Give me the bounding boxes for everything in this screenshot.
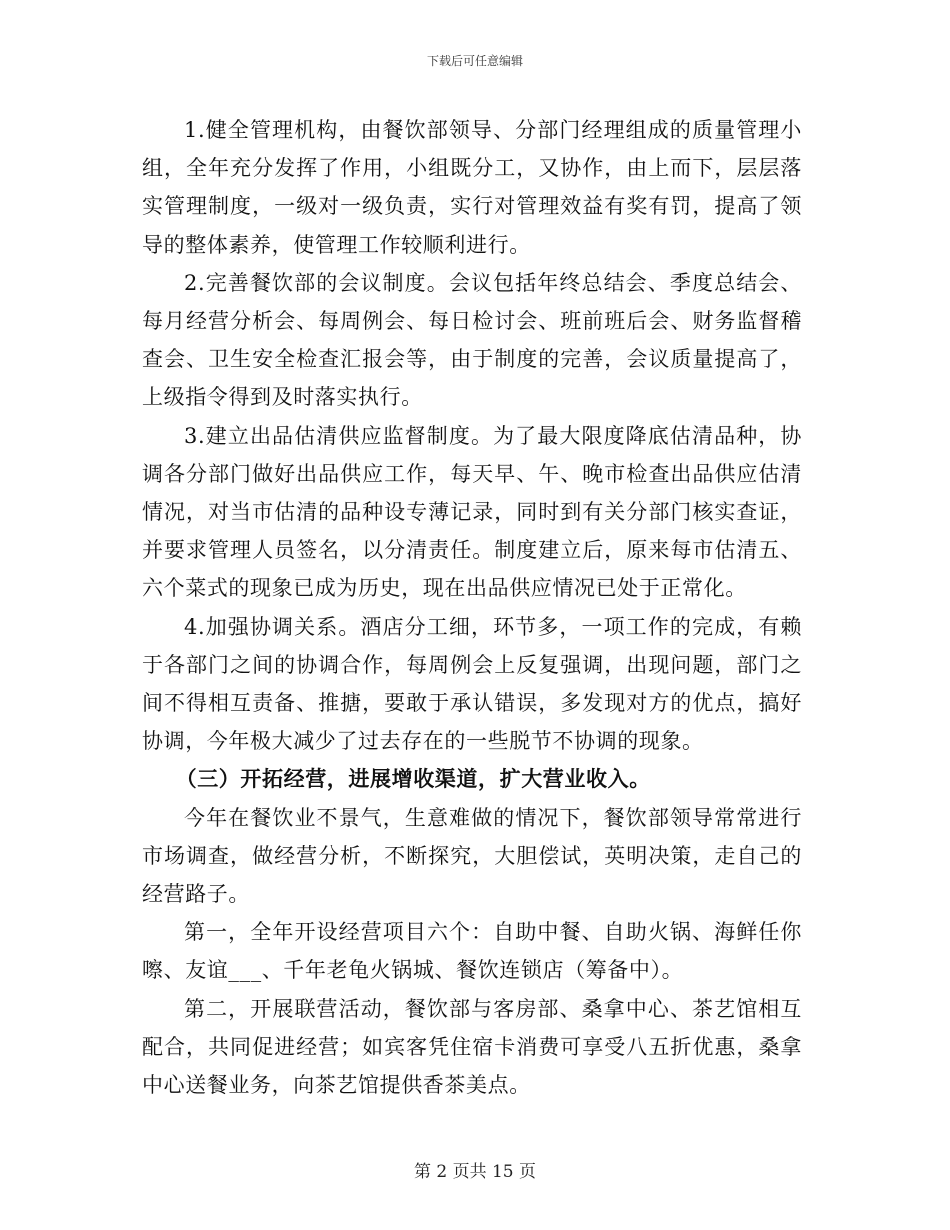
paragraph-item-3: 3.建立出品估清供应监督制度。为了最大限度降底估清品种，协调各分部门做好出品供应工作，每天早、午、晚市检查出品供应估清情况，对当市估清的品种设专薄记录，同时到有关分部门核实查证，并要求管理人员签名，以分清责任。制度建立后，原来每市估清五、六个菜式的现象已成为历史，现在出品供应情况已处于正常化。	[142, 423, 802, 601]
paragraph-intro: 今年在餐饮业不景气，生意难做的情况下，餐饮部领导常常进行市场调查，做经营分析，不断探究，大胆偿试，英明决策，走自己的经营路子。	[142, 805, 802, 907]
section-heading: （三）开拓经营，进展增收渠道，扩大营业收入。	[175, 766, 651, 792]
page-header: 下载后可任意编辑	[426, 54, 523, 68]
document-body	[142, 111, 802, 1104]
paragraph-item-1: 1.健全管理机构，由餐饮部领导、分部门经理组成的质量管理小组，全年充分发挥了作用，小组既分工，又协作，由上而下，层层落实管理制度，一级对一级负责，实行对管理效益有奖有罚，提高了领导的整体素养，使管理工作较顺利进行。	[142, 118, 802, 257]
page-footer: 第 2 页共 15 页	[413, 1162, 537, 1182]
paragraph-item-2: 2.完善餐饮部的会议制度。会议包括年终总结会、季度总结会、每月经营分析会、每周例会、每日检讨会、班前班后会、财务监督稽查会、卫生安全检查汇报会等，由于制度的完善，会议质量提高了，上级指令得到及时落实执行。	[142, 270, 802, 410]
paragraph-second: 第二，开展联营活动，餐饮部与客房部、桑拿中心、茶艺馆相互配合，共同促进经营；如宾客凭住宿卡消费可享受八五折优惠，桑拿中心送餐业务，向茶艺馆提供香茶美点。	[142, 996, 802, 1098]
paragraph-item-4: 4.加强协调关系。酒店分工细，环节多，一项工作的完成，有赖于各部门之间的协调合作，每周例会上反复强调，出现问题，部门之间不得相互责备、推搪，要敢于承认错误，多发现对方的优点，搞好协调，今年极大减少了过去存在的一些脱节不协调的现象。	[142, 614, 802, 754]
paragraph-first: 第一，全年开设经营项目六个：自助中餐、自助火锅、海鲜任你嚓、友谊___、千年老龟火锅城、餐饮连锁店（筹备中）。	[142, 920, 802, 983]
